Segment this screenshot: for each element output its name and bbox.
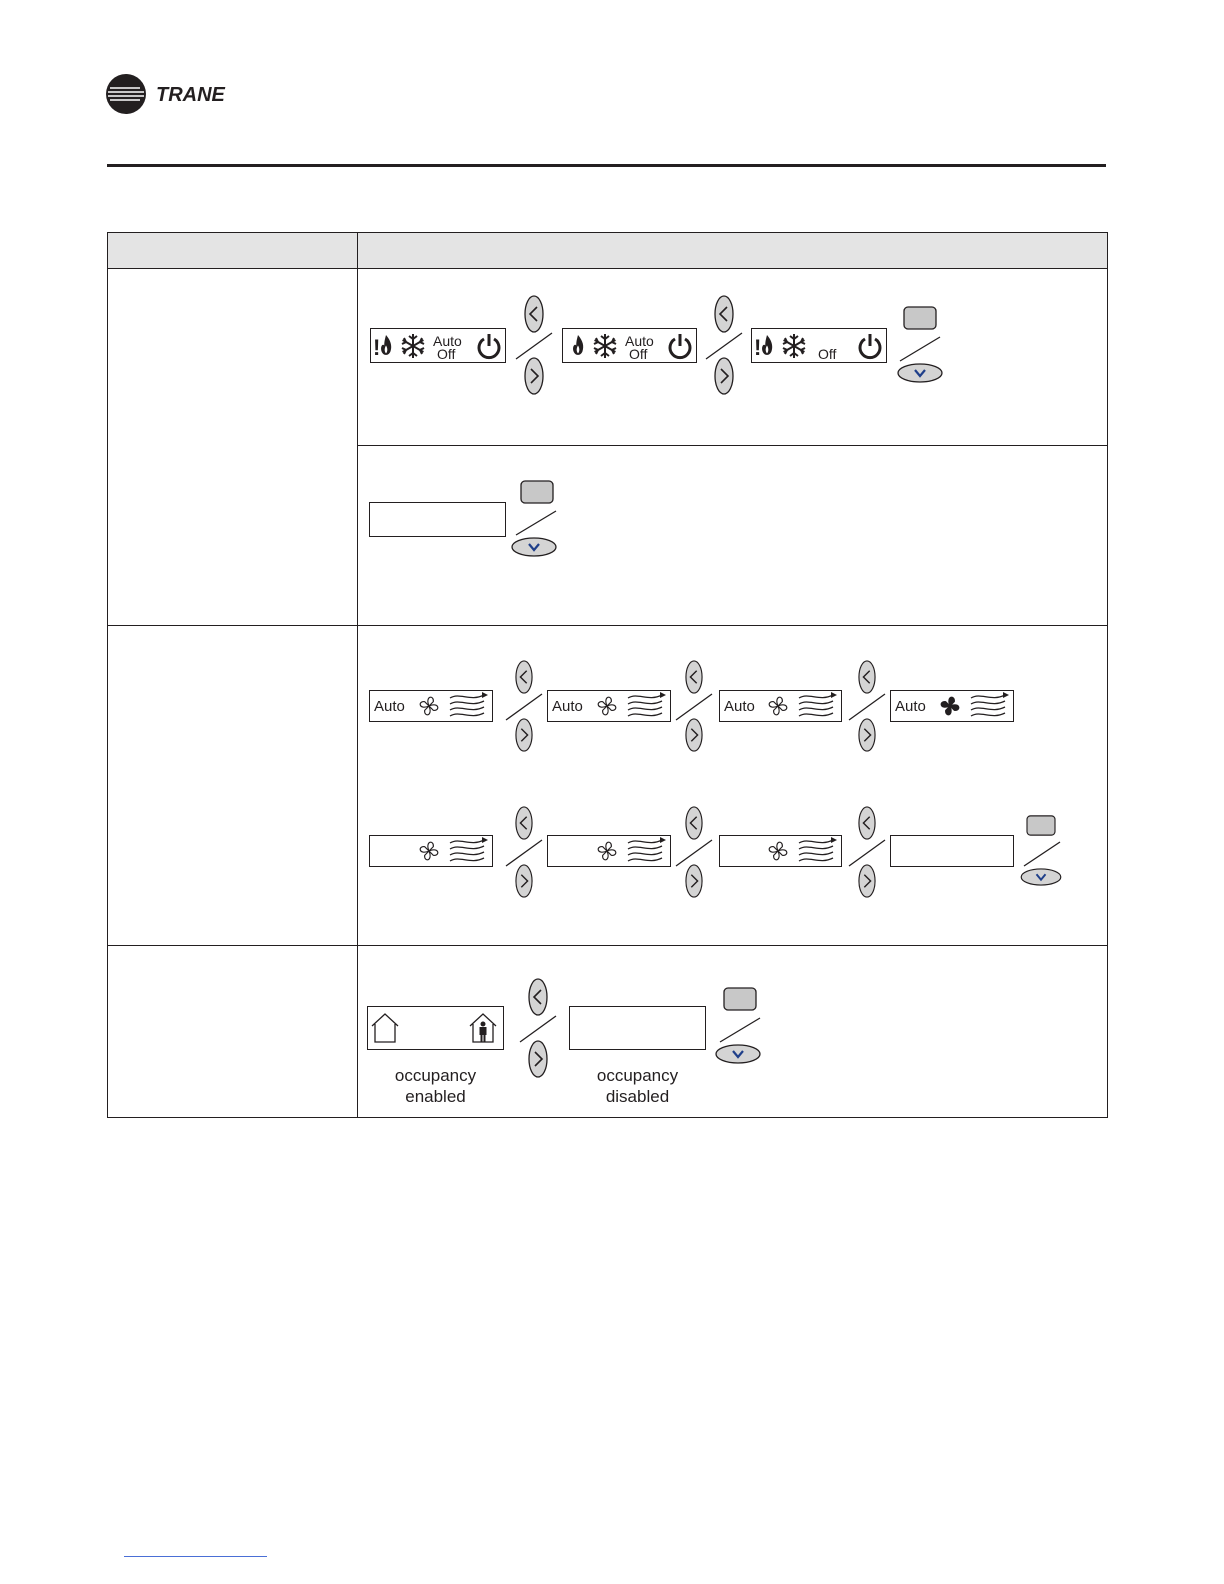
select-down-keys-4[interactable] <box>714 986 762 1068</box>
left-right-keys-8[interactable] <box>847 804 887 900</box>
left-arrow-icon <box>859 807 875 839</box>
select-down-keys-3[interactable] <box>1018 814 1066 890</box>
auto-label: Auto <box>433 333 462 349</box>
left-right-keys-9[interactable] <box>518 976 558 1080</box>
left-arrow-icon <box>516 807 532 839</box>
airflow-icon <box>450 692 488 716</box>
fan-icon <box>420 842 438 860</box>
lcd-occupancy-enabled <box>367 1006 504 1050</box>
left-arrow-icon <box>859 661 875 693</box>
house-icon <box>372 1014 398 1042</box>
down-arrow-icon <box>898 364 942 382</box>
snowflake-icon <box>594 334 616 358</box>
right-arrow-icon <box>516 865 532 897</box>
left-right-keys-2[interactable] <box>704 293 744 397</box>
caption-enabled-line-1: occupancy <box>394 1066 477 1085</box>
settings-table <box>107 232 1108 1118</box>
footer-link-underline[interactable] <box>124 1556 267 1557</box>
down-arrow-icon <box>1021 869 1061 885</box>
left-right-keys-3[interactable] <box>504 658 544 754</box>
power-icon <box>670 334 690 358</box>
caption-disabled-line-1: occupancy <box>596 1066 679 1085</box>
right-arrow-icon <box>715 358 733 394</box>
off-label: Off <box>629 346 648 361</box>
left-arrow-icon <box>686 807 702 839</box>
flame-icon <box>573 335 583 355</box>
airflow-icon <box>971 692 1009 716</box>
select-button-icon <box>904 307 936 329</box>
left-arrow-icon <box>525 296 543 332</box>
trane-logo <box>106 73 246 115</box>
airflow-icon <box>450 837 488 861</box>
caption-occupancy-enabled <box>367 1065 504 1107</box>
logo-text: TRANE <box>156 84 225 106</box>
auto-label: Auto <box>895 698 926 715</box>
left-right-keys-7[interactable] <box>674 804 714 900</box>
off-label: Off <box>818 346 837 361</box>
auto-label: Auto <box>552 698 583 715</box>
auto-label: Auto <box>374 698 405 715</box>
lcd-fan-auto-2 <box>547 690 671 722</box>
header-rule <box>107 164 1106 167</box>
lcd-fan-auto-1 <box>369 690 493 722</box>
lcd-blank-2 <box>890 835 1014 867</box>
airflow-icon <box>628 692 666 716</box>
lcd-fan-manual-1 <box>369 835 493 867</box>
fan-icon <box>598 697 616 715</box>
snowflake-icon <box>402 334 424 358</box>
auto-label: Auto <box>625 333 654 349</box>
down-arrow-icon <box>716 1045 760 1063</box>
fan-icon <box>769 842 787 860</box>
select-down-keys-1[interactable] <box>896 305 944 387</box>
flame-icon <box>762 335 772 355</box>
row-divider-1 <box>108 625 1107 626</box>
flame-icon <box>381 335 391 355</box>
row-subdivider <box>357 445 1107 446</box>
select-down-keys-2[interactable] <box>510 479 558 561</box>
svg-text:!: ! <box>373 335 381 360</box>
off-label: Off <box>437 346 456 361</box>
lcd-fan-manual-2 <box>547 835 671 867</box>
row-divider-2 <box>108 945 1107 946</box>
down-arrow-icon <box>512 538 556 556</box>
lcd-fan-auto-3 <box>719 690 842 722</box>
lcd-system-mode-2 <box>562 328 697 363</box>
left-right-keys-1[interactable] <box>514 293 554 397</box>
select-button-icon <box>724 988 756 1010</box>
lcd-system-mode-1 <box>370 328 506 363</box>
left-right-keys-5[interactable] <box>847 658 887 754</box>
fan-solid-icon <box>941 697 959 715</box>
caption-disabled-line-2: disabled <box>605 1087 670 1106</box>
right-arrow-icon <box>859 719 875 751</box>
caption-enabled-line-2: enabled <box>405 1087 466 1106</box>
snowflake-icon <box>783 334 805 358</box>
select-button-icon <box>521 481 553 503</box>
auto-label: Auto <box>724 698 755 715</box>
left-arrow-icon <box>516 661 532 693</box>
left-arrow-icon <box>529 979 547 1015</box>
table-header <box>108 233 1107 269</box>
power-icon <box>479 334 499 358</box>
power-icon <box>860 334 880 358</box>
right-arrow-icon <box>859 865 875 897</box>
left-right-keys-6[interactable] <box>504 804 544 900</box>
right-arrow-icon <box>529 1041 547 1077</box>
lcd-fan-auto-4 <box>890 690 1014 722</box>
svg-text:!: ! <box>754 335 762 360</box>
left-arrow-icon <box>715 296 733 332</box>
right-arrow-icon <box>525 358 543 394</box>
column-divider <box>357 233 358 1117</box>
right-arrow-icon <box>516 719 532 751</box>
lcd-occupancy-disabled <box>569 1006 706 1050</box>
left-right-keys-4[interactable] <box>674 658 714 754</box>
lcd-fan-manual-3 <box>719 835 842 867</box>
airflow-icon <box>799 692 837 716</box>
fan-icon <box>420 697 438 715</box>
left-arrow-icon <box>686 661 702 693</box>
select-button-icon <box>1027 816 1055 835</box>
airflow-icon <box>628 837 666 861</box>
fan-icon <box>598 842 616 860</box>
lcd-system-mode-3 <box>751 328 887 363</box>
lcd-blank-1 <box>369 502 506 537</box>
right-arrow-icon <box>686 865 702 897</box>
right-arrow-icon <box>686 719 702 751</box>
fan-icon <box>769 697 787 715</box>
occupied-house-icon <box>470 1014 496 1042</box>
caption-occupancy-disabled <box>569 1065 706 1107</box>
airflow-icon <box>799 837 837 861</box>
